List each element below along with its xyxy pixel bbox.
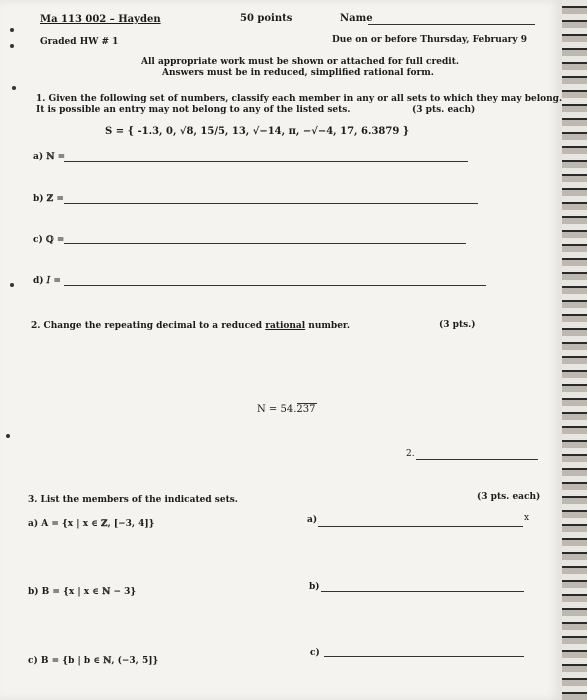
q3b-answer-label: b) — [309, 582, 320, 592]
q1-points: (3 pts. each) — [412, 105, 476, 115]
q3a-answer-label: a) — [307, 515, 318, 525]
q3c-answer-label: c) — [310, 648, 320, 658]
instructions-line-1: All appropriate work must be shown or attached for full credit. — [141, 57, 460, 67]
q1c-answer-line[interactable] — [64, 243, 466, 244]
q3c-answer-line[interactable] — [324, 656, 524, 657]
q1b-answer-line[interactable] — [64, 203, 478, 204]
q2-points: (3 pts.) — [439, 320, 476, 330]
q2-expression: N = 54.237 — [257, 404, 316, 415]
q3a-mark: x — [524, 513, 530, 523]
due-date: Due on or before Thursday, February 9 — [332, 35, 528, 45]
repeating-bar — [297, 403, 317, 404]
course-title: Ma 113 002 – Hayden — [40, 14, 161, 25]
q1-prompt-line-2: It is possible an entry may not belong to any of the listed sets. — [36, 105, 351, 115]
name-field-line[interactable] — [368, 24, 535, 25]
points-total: 50 points — [240, 13, 293, 24]
q1d-label: d) 𝐼 = — [33, 276, 61, 286]
q2-answer-line[interactable] — [416, 459, 538, 460]
q3a-label: a) A = {x | x ∈ ℤ, [−3, 4]} — [28, 519, 155, 529]
q3c-label: c) B = {b | b ∈ ℕ, (−3, 5]} — [28, 656, 159, 666]
q3-prompt: 3. List the members of the indicated sets. — [28, 495, 238, 505]
margin-mark — [10, 28, 14, 32]
margin-mark — [10, 44, 14, 48]
q3-points: (3 pts. each) — [477, 492, 541, 502]
margin-mark — [10, 283, 14, 287]
margin-mark — [12, 86, 16, 90]
q1-prompt-line-1: 1. Given the following set of numbers, classify each member in any or all sets to which they may belong. — [36, 94, 563, 104]
q1a-answer-line[interactable] — [64, 161, 468, 162]
q1d-answer-line[interactable] — [64, 285, 486, 286]
q1-set: S = { -1.3, 0, √8, 15/5, 13, √−14, π, −√−4, 17, 6.3879 } — [105, 126, 410, 137]
q2-answer-label: 2. — [406, 449, 415, 459]
q1a-label: a) ℕ = — [33, 152, 66, 162]
q1b-label: b) ℤ = — [33, 194, 64, 204]
margin-mark — [6, 434, 10, 438]
q3b-answer-line[interactable] — [321, 591, 524, 592]
q1c-label: c) ℚ = — [33, 235, 65, 245]
q3b-label: b) B = {x | x ∈ ℕ − 3} — [28, 587, 137, 597]
homework-title: Graded HW # 1 — [40, 37, 119, 47]
q3a-answer-line[interactable] — [318, 526, 523, 527]
instructions-line-2: Answers must be in reduced, simplified rational form. — [162, 68, 434, 78]
notebook-spiral — [562, 0, 587, 700]
q2-prompt: 2. Change the repeating decimal to a reduced rational number. — [31, 321, 350, 331]
name-label: Name — [340, 13, 373, 24]
